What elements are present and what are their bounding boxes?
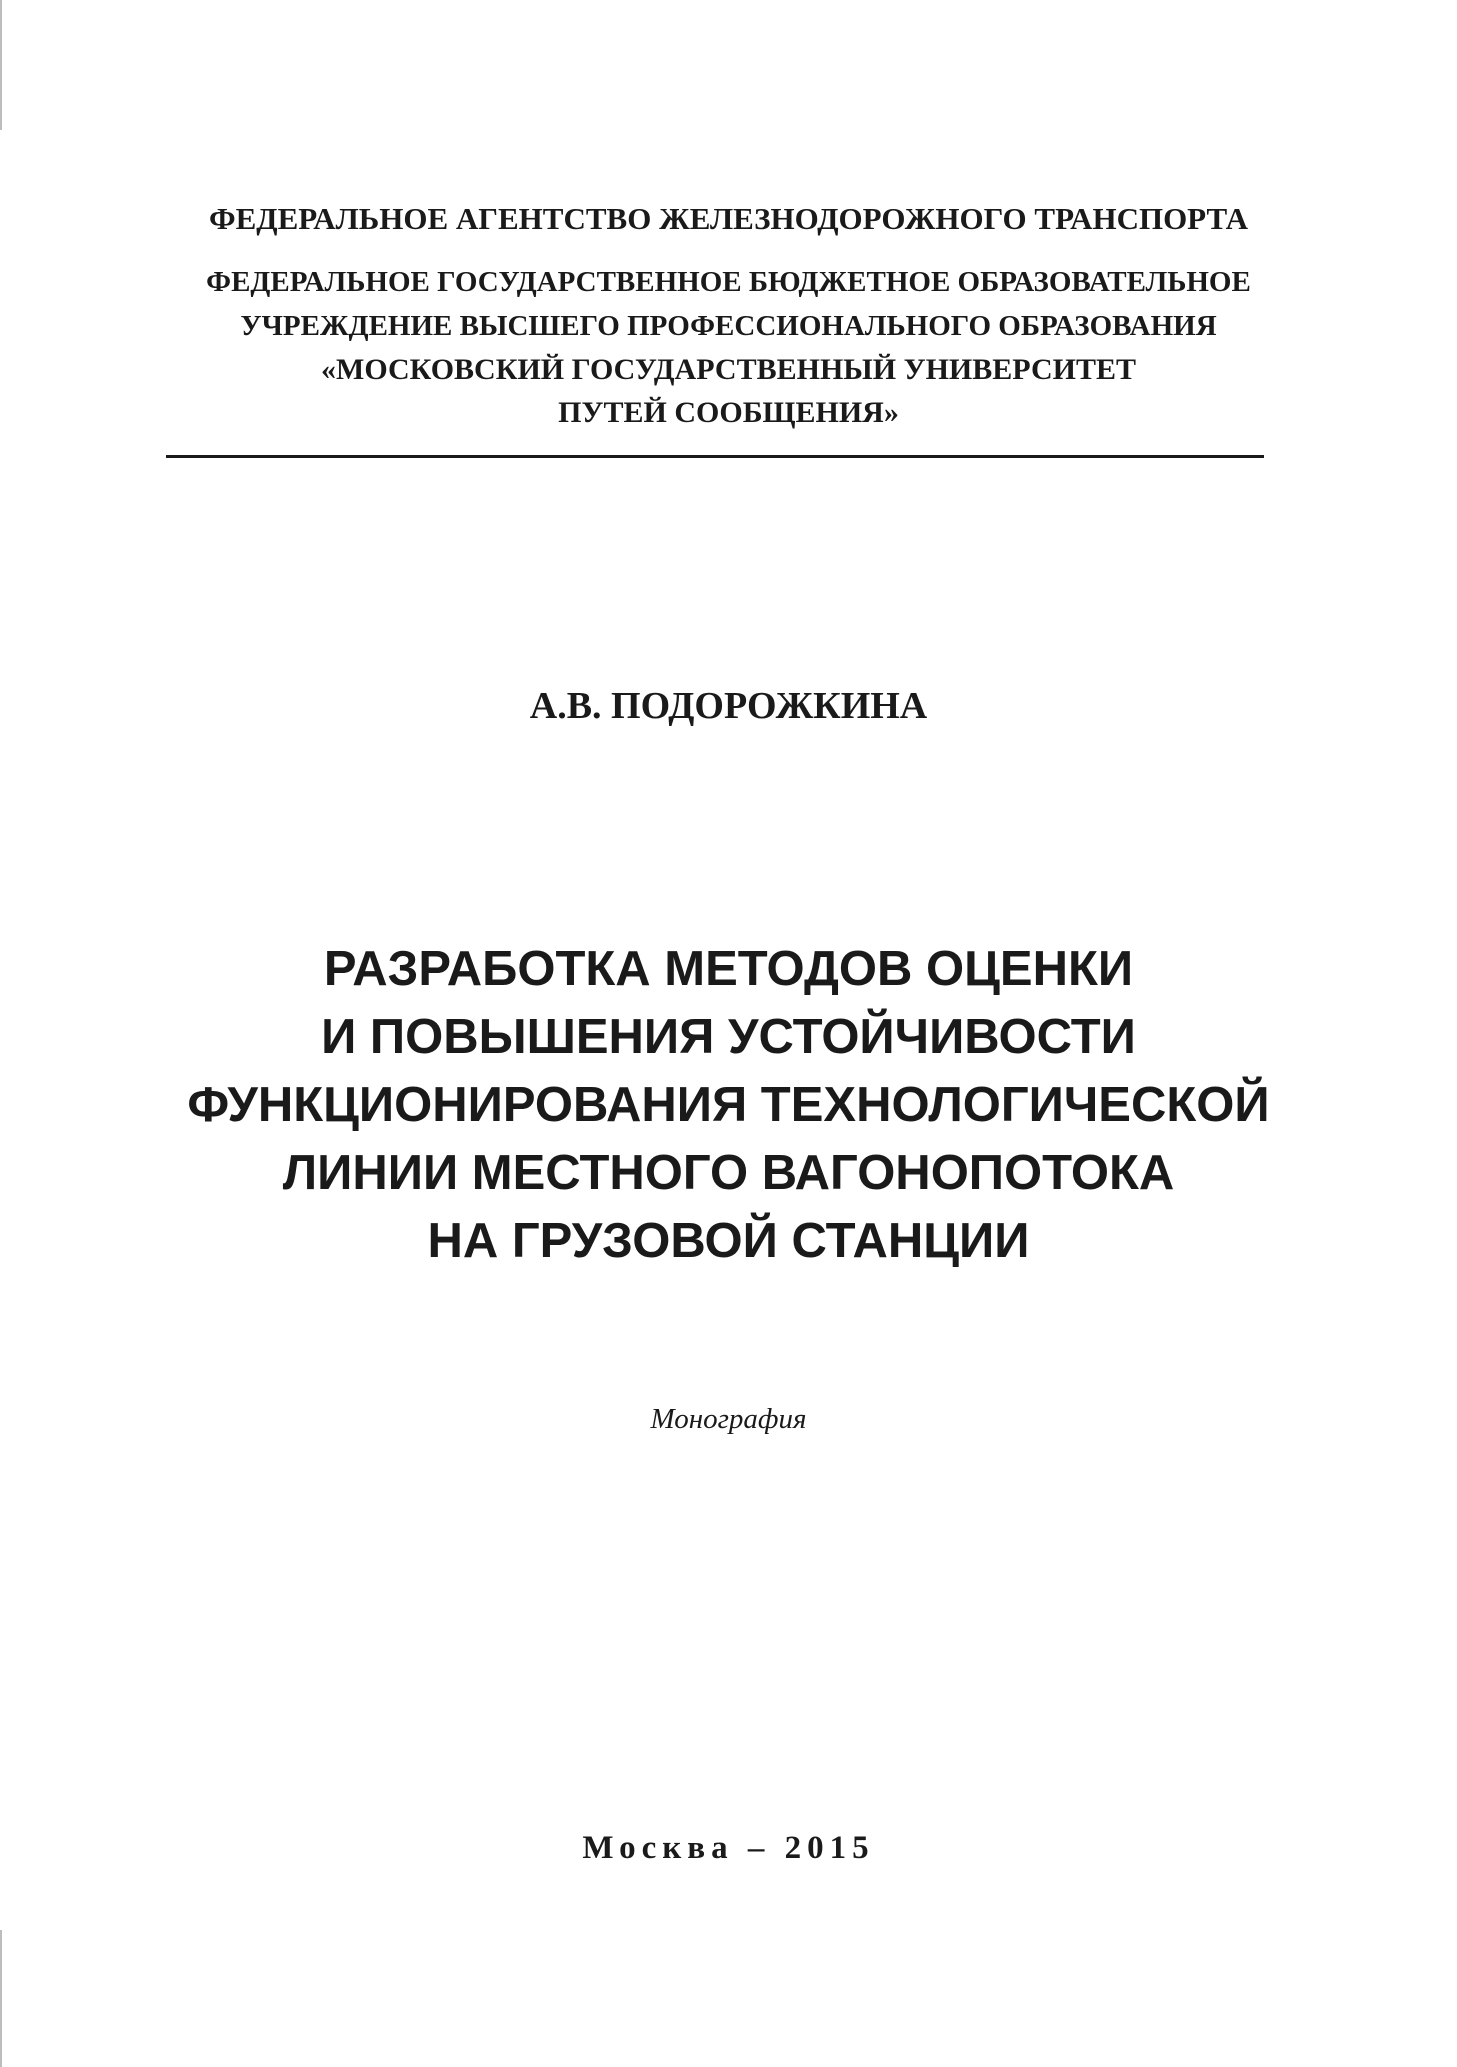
page-edge-top (0, 0, 2, 130)
title-line: И ПОВЫШЕНИЯ УСТОЙЧИВОСТИ (321, 1010, 1136, 1064)
title-line: ЛИНИИ МЕСТНОГО ВАГОНОПОТОКА (282, 1146, 1175, 1200)
institution-line-1: ФЕДЕРАЛЬНОЕ ГОСУДАРСТВЕННОЕ БЮДЖЕТНОЕ ОБРАЗОВАТЕЛЬНОЕ (206, 266, 1251, 298)
book-title (0, 935, 1457, 1275)
page-edge-bottom (0, 1930, 2, 2067)
university-line-1: «МОСКОВСКИЙ ГОСУДАРСТВЕННЫЙ УНИВЕРСИТЕТ (321, 353, 1136, 386)
title-line: РАЗРАБОТКА МЕТОДОВ ОЦЕНКИ (323, 942, 1134, 996)
imprint-city-year: Москва – 2015 (582, 1830, 875, 1866)
title-line: ФУНКЦИОНИРОВАНИЯ ТЕХНОЛОГИЧЕСКОЙ (187, 1078, 1270, 1132)
title-line: НА ГРУЗОВОЙ СТАНЦИИ (427, 1214, 1030, 1268)
author-name: А.В. ПОДОРОЖКИНА (529, 685, 928, 727)
agency-name: ФЕДЕРАЛЬНОЕ АГЕНТСТВО ЖЕЛЕЗНОДОРОЖНОГО ТРАНСПОРТА (208, 201, 1249, 236)
header-divider (166, 455, 1264, 458)
university-line-2: ПУТЕЙ СООБЩЕНИЯ» (558, 396, 899, 429)
institution-line-2: УЧРЕЖДЕНИЕ ВЫСШЕГО ПРОФЕССИОНАЛЬНОГО ОБРАЗОВАНИЯ (240, 310, 1217, 342)
publication-type: Монография (650, 1403, 807, 1435)
